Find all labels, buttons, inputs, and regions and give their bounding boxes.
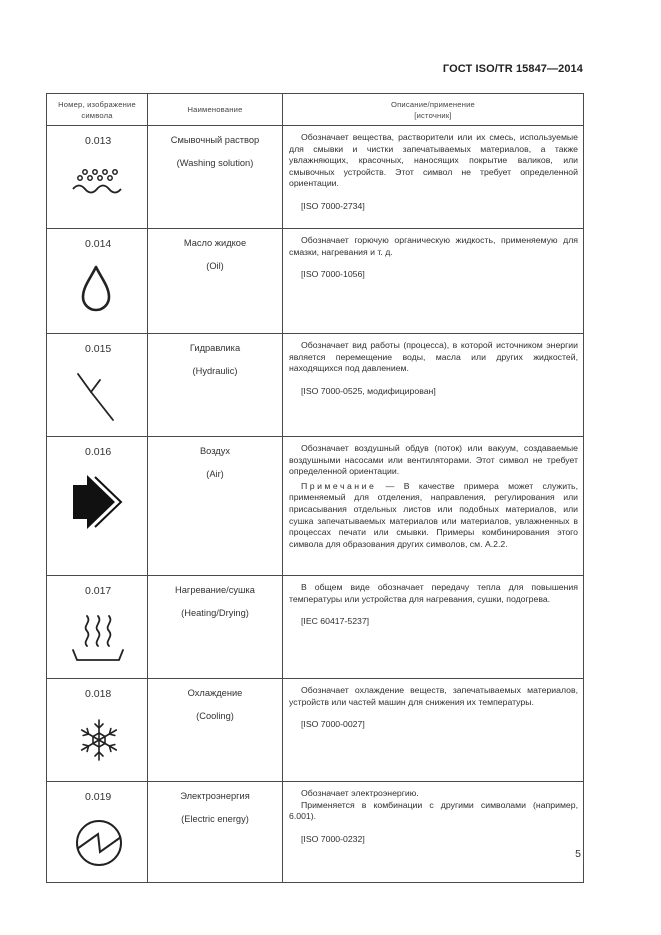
header-number xyxy=(47,94,148,126)
header-number-line2: символа xyxy=(81,110,113,120)
washing-solution-icon xyxy=(71,169,123,195)
description-cell xyxy=(283,334,584,437)
symbol-code: 0.016 xyxy=(85,446,112,458)
document-header: ГОСТ ISO/TR 15847—2014 xyxy=(442,63,583,75)
header-number-line1: Номер, изображение xyxy=(58,99,136,109)
table-header-row xyxy=(47,94,584,126)
name-ru: Нагревание/сушка xyxy=(175,585,255,595)
table-row xyxy=(47,229,584,334)
symbol-code: 0.014 xyxy=(85,238,112,250)
air-arrow-icon xyxy=(71,473,125,531)
table-row xyxy=(47,679,584,782)
source-ref: [ISO 7000-0232] xyxy=(301,833,365,844)
name-en: (Heating/Drying) xyxy=(181,608,249,618)
source-ref: [ISO 7000-0525, модифицирован] xyxy=(301,385,436,396)
header-name xyxy=(148,94,283,126)
header-description xyxy=(283,94,584,126)
hydraulic-icon xyxy=(75,370,119,422)
name-ru: Гидравлика xyxy=(189,343,241,353)
table-row xyxy=(47,437,584,576)
description-cell xyxy=(283,782,584,883)
table-row xyxy=(47,782,584,883)
name-cell xyxy=(148,679,283,782)
source-ref: [IEC 60417-5237] xyxy=(301,616,370,627)
source-ref: [ISO 7000-1056] xyxy=(301,269,365,280)
name-cell xyxy=(148,334,283,437)
description-text: В общем виде обозначает передачу тепла для повышения температуры или устройства для нагревания, сушки, подогрева. xyxy=(289,582,578,604)
symbol-cell xyxy=(47,126,148,229)
description-text-2: Применяется в комбинации с другими символами (например, 6.001). xyxy=(289,799,578,822)
note-text xyxy=(289,481,578,551)
source-ref: [ISO 7000-2734] xyxy=(301,200,365,211)
description-text: Обозначает вещества, растворители или их смесь, используемые для смывки и чистки запечатываемых материалов, а также увлажняющих, красочных, наносящих покрытие валиков, или смывочных устройств. Этот символ не требует определенной ориентации. xyxy=(289,132,578,189)
note-label: Примечание xyxy=(301,480,377,491)
header-name-text: Наименование xyxy=(187,105,243,114)
description-text: Обозначает воздушный обдув (поток) или вакуум, создаваемые воздушными насосами или вентиляторами. Этот символ не требует определенной ориентации. xyxy=(289,443,578,477)
symbol-cell xyxy=(47,437,148,576)
description-cell xyxy=(283,126,584,229)
symbols-table xyxy=(46,93,584,883)
name-ru: Воздух xyxy=(199,446,231,456)
symbol-code: 0.018 xyxy=(85,688,112,700)
symbol-cell xyxy=(47,229,148,334)
description-cell xyxy=(283,229,584,334)
name-ru: Охлаждение xyxy=(187,688,243,698)
name-en: (Washing solution) xyxy=(176,158,254,168)
header-description-line2: [источник] xyxy=(414,110,452,120)
name-cell xyxy=(148,437,283,576)
symbol-cell xyxy=(47,782,148,883)
name-en: (Cooling) xyxy=(196,711,234,721)
description-cell xyxy=(283,576,584,679)
symbol-code: 0.019 xyxy=(85,791,112,803)
symbol-cell xyxy=(47,679,148,782)
symbol-code: 0.013 xyxy=(85,135,112,147)
symbol-code: 0.015 xyxy=(85,343,112,355)
name-ru: Масло жидкое xyxy=(183,238,247,248)
symbol-cell xyxy=(47,334,148,437)
name-en: (Oil) xyxy=(206,261,224,271)
table-row xyxy=(47,334,584,437)
header-description-line1: Описание/применение xyxy=(391,99,475,109)
description-text: Обозначает электроэнергию. xyxy=(301,788,419,798)
heating-drying-icon xyxy=(71,612,125,664)
name-en: (Electric energy) xyxy=(181,814,249,824)
symbol-code: 0.017 xyxy=(85,585,112,597)
source-ref: [ISO 7000-0027] xyxy=(301,719,365,730)
description-text: Обозначает горючую органическую жидкость, применяемую для смазки, нагревания и т. д. xyxy=(289,235,578,257)
name-cell xyxy=(148,576,283,679)
symbol-cell xyxy=(47,576,148,679)
description-cell xyxy=(283,679,584,782)
description-text: Обозначает вид работы (процесса), в которой источником энергии является перемещение воды, масла или других жидкостей, находящихся под давлением. xyxy=(289,340,578,374)
name-ru: Электроэнергия xyxy=(180,791,250,801)
description-cell xyxy=(283,437,584,576)
name-en: (Air) xyxy=(206,469,224,479)
name-en: (Hydraulic) xyxy=(192,366,238,376)
description-text: Обозначает охлаждение веществ, запечатываемых материалов, устройств или частей машин для снижения их температуры. xyxy=(289,685,578,707)
oil-drop-icon xyxy=(80,265,112,313)
table-row xyxy=(47,126,584,229)
electric-energy-icon xyxy=(74,818,124,868)
name-cell xyxy=(148,126,283,229)
name-ru: Смывочный раствор xyxy=(170,135,260,145)
name-cell xyxy=(148,229,283,334)
table-row xyxy=(47,576,584,679)
note-body: — В качестве примера может служить, применяемый для отделения, направления, регулирования или присасывания отдельных листов или подобных материалов, или сушка запечатываемых материалов или материалов, увлажненных в процессах печати или смывки. Примеры комбинирования этого символа для образования других символов, см. А.2.2. xyxy=(289,480,578,549)
name-cell xyxy=(148,782,283,883)
snowflake-icon xyxy=(77,717,121,763)
page-number: 5 xyxy=(575,848,581,860)
